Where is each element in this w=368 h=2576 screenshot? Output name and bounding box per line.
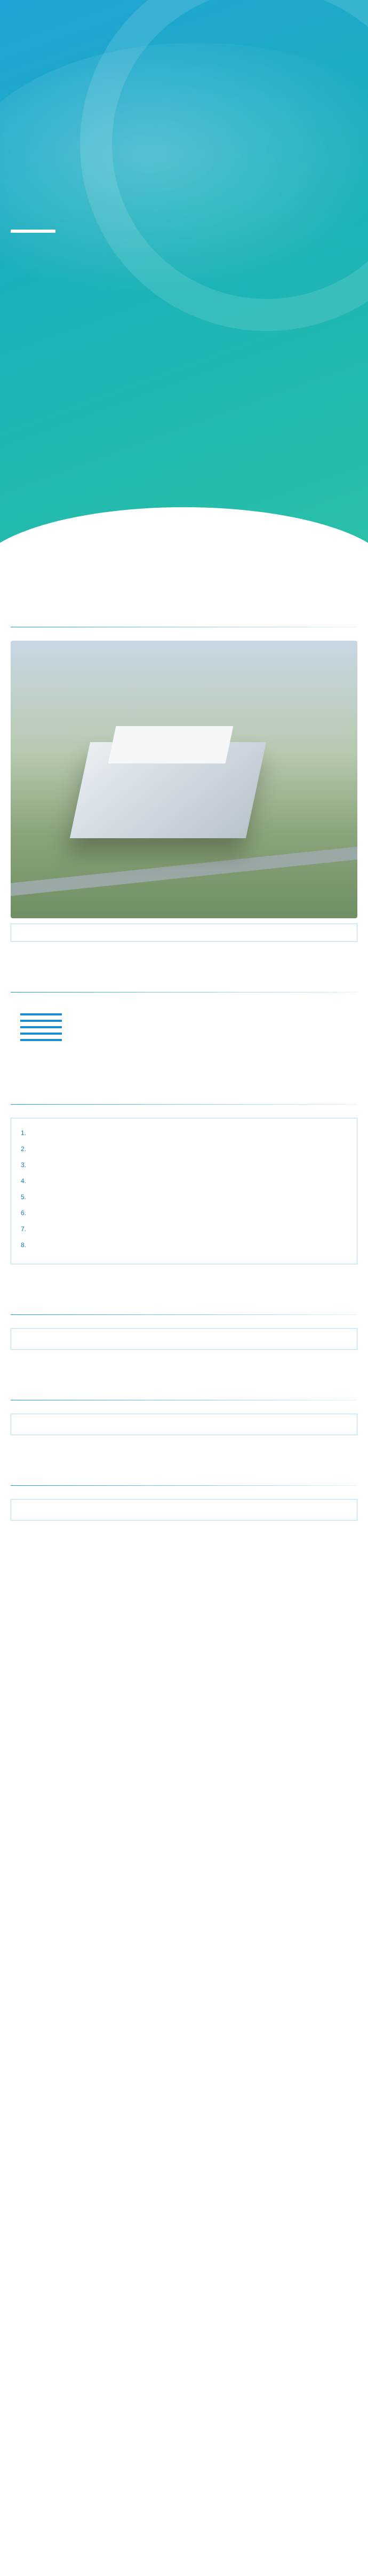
time-address-card [11,924,357,942]
section-header-org [0,947,368,1001]
org-row [20,1039,348,1041]
org-role-label [20,1039,62,1041]
organization-card [11,1006,357,1054]
venue-road [11,846,357,897]
hero-banner [0,0,368,582]
topic-item: 6. [21,1209,27,1217]
org-row [20,1013,348,1015]
section-header-charge [0,1355,368,1408]
org-role-label [20,1026,62,1028]
charge-card [11,1414,357,1435]
section-header-contact [0,1440,368,1494]
venue-photo [11,641,357,918]
section-divider [11,1314,357,1315]
topic-item: 3. [21,1161,27,1169]
section-header-time [0,582,368,635]
hero-wave-divider [0,507,368,582]
section-divider [11,1485,357,1486]
contact-card [11,1499,357,1521]
venue-roof [108,726,234,763]
topic-item: 8. [21,1241,27,1249]
intro-text [11,254,357,260]
topics-card [11,1118,357,1264]
topic-item: 4. [21,1177,27,1185]
topic-item: 2. [21,1145,27,1153]
org-row [20,1020,348,1022]
org-row [20,1026,348,1028]
section-header-topics [0,1059,368,1113]
org-row [20,1033,348,1035]
org-role-label [20,1033,62,1035]
section-header-schedule [0,1270,368,1323]
topic-item: 5. [21,1193,27,1201]
title-accent-bar [11,230,55,233]
org-role-label [20,1020,62,1022]
topic-item: 1. [21,1129,27,1137]
schedule-card [11,1328,357,1350]
section-divider [11,1104,357,1105]
org-role-label [20,1013,62,1015]
topic-item: 7. [21,1225,27,1233]
